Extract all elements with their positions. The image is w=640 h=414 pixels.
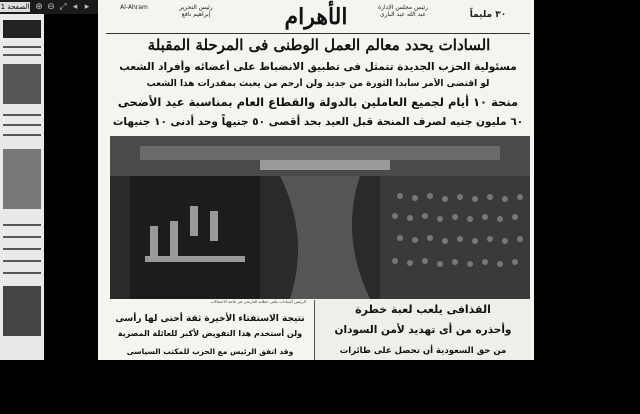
thumb-line (3, 236, 41, 238)
main-headline: السادات يحدد معالم العمل الوطنى فى المرحلة المقبلة (147, 36, 491, 54)
story-headline-referendum: نتيجة الاستفتاء الأخيرة ثقة أحنى لها رأسى (115, 314, 305, 324)
thumb-line (3, 124, 41, 126)
thumb-line (3, 54, 41, 56)
next-icon[interactable]: ▸ (84, 2, 90, 12)
subheadline-2: لو اقتضى الأمر سأبدأ الثورة من جديد ولن أرحم من يعبث بمقدرات هذا الشعب (146, 79, 490, 89)
viewer-toolbar (0, 0, 98, 14)
thumb-line (3, 224, 41, 226)
previous-page-thumbnail[interactable] (0, 14, 44, 360)
thumb-image (3, 286, 41, 336)
masthead-price: ٣٠ مليماً (469, 10, 507, 20)
newspaper-page (98, 0, 534, 360)
story-headline-qaddafi: القذافى يلعب لعبة خطرة (355, 303, 491, 316)
story-subheadline-referendum: ولن أستخدم هذا التفويض لأكبر للعائلة المصرية (117, 329, 303, 338)
thumb-line (3, 248, 41, 250)
thumb-line (3, 46, 41, 48)
zoom-out-icon[interactable]: ⊖ (47, 2, 55, 12)
masthead-chairman: رئيس مجلس الإدارة عبد الله عبد البارى (377, 4, 429, 18)
subheadline-1: مسئولية الحزب الجديدة تتمثل فى تطبيق الانضباط على أعضائه وأفراد الشعب (119, 61, 517, 73)
thumb-line (3, 260, 41, 262)
front-page-photo (110, 136, 530, 299)
zoom-in-icon[interactable]: ⊕ (35, 2, 43, 12)
masthead-brand-latin: Al-Ahram (120, 4, 148, 11)
thumb-header (3, 20, 41, 38)
tertiary-headline: ٦٠ مليون جنيه لصرف المنحة قبل العيد بحد أقصى ٥٠ جنيهاً وحد أدنى ١٠ جنيهات (112, 116, 524, 128)
masthead-editor: رئيس التحرير إبراهيم نافع (179, 4, 213, 18)
story-subheadline-sudan: وأحذره من أى تهديد لأمن السودان (334, 324, 512, 336)
page-indicator[interactable]: الصفحة 1 (0, 3, 30, 11)
thumb-line (3, 272, 41, 274)
qaddafi-story-box (314, 300, 531, 360)
thumb-image (3, 149, 41, 209)
story-subheadline-party: وقد اتفق الرئيس مع الحزب للمكتب السياسى (126, 347, 294, 356)
masthead-divider (106, 33, 530, 34)
photo-caption: الرئيس السادات يلقى خطابه التاريخى فى قاعة الاحتفالات (210, 300, 306, 304)
prev-icon[interactable]: ◂ (72, 2, 78, 12)
fit-icon[interactable]: ⤢ (59, 2, 67, 12)
thumb-image (3, 64, 41, 104)
secondary-headline: منحة ١٠ أيام لجميع العاملين بالدولة والقطاع العام بمناسبة عيد الأضحى (117, 95, 519, 109)
masthead-logo: الأهرام (284, 4, 348, 30)
thumb-line (3, 114, 41, 116)
story-subheadline-saudi: من حق السعودية أن تحصل على طائرات (339, 346, 507, 356)
thumb-line (3, 134, 41, 136)
